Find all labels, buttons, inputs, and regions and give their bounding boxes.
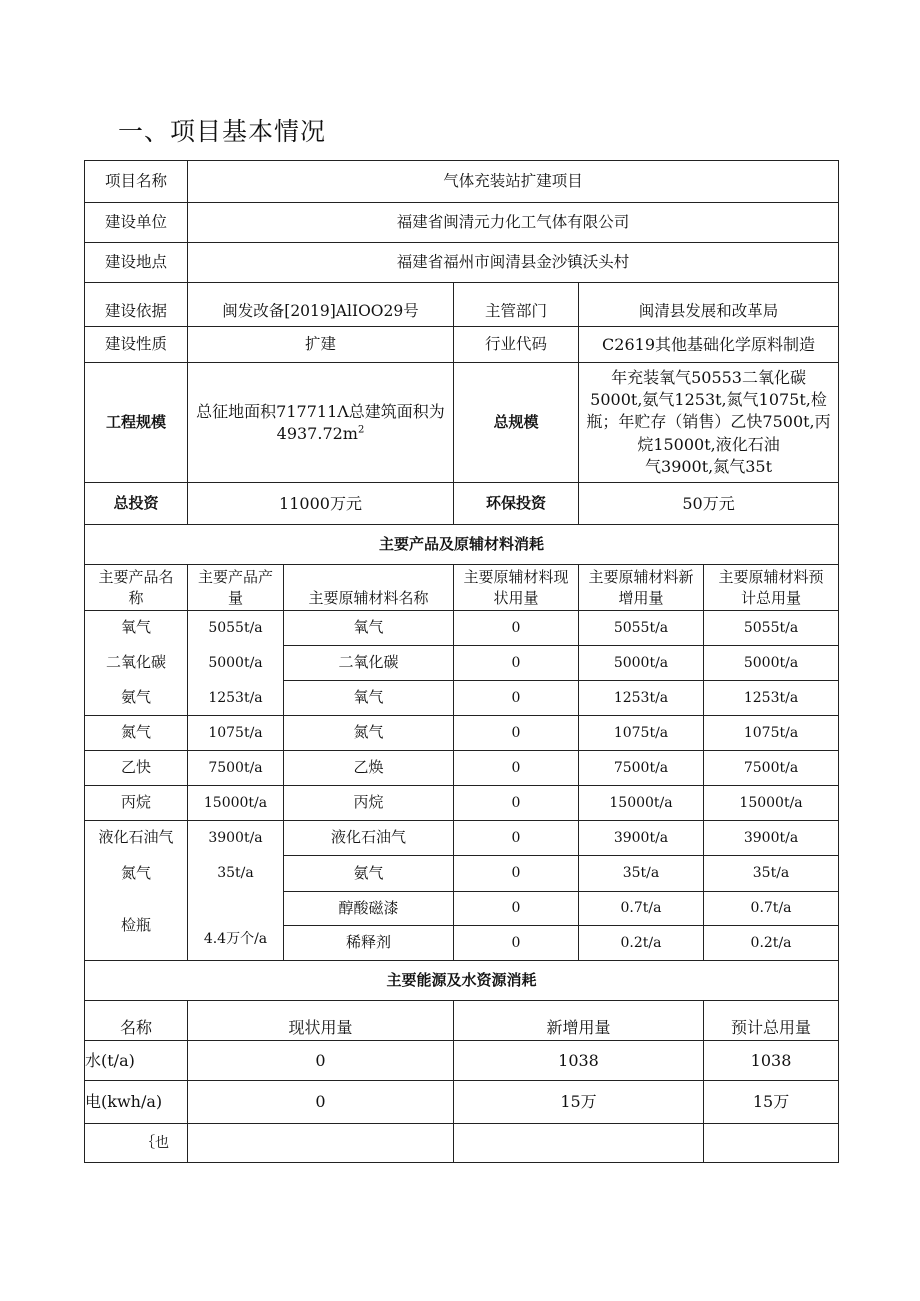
total-scale-label: 总规模	[454, 363, 579, 483]
total-scale-line: 5000t,氨气1253t,氮气1075t,检	[590, 390, 827, 410]
unit-value: 福建省闽清元力化工气体有限公司	[188, 203, 839, 243]
product-output: 1075t∕a	[188, 716, 284, 751]
row-nature	[85, 327, 839, 363]
energy-added	[454, 1124, 704, 1163]
material-total: 3900t∕a	[704, 821, 839, 856]
energy-total: 1038	[704, 1041, 839, 1081]
product-name: 氨气	[85, 681, 188, 716]
row-energy-header	[85, 1001, 839, 1041]
header-material-total: 主要原辅材料预 计总用量	[704, 565, 839, 611]
row-scale	[85, 363, 839, 483]
header-material-name: 主要原辅材料名称	[284, 565, 454, 611]
total-scale-value	[579, 363, 839, 483]
table-row	[85, 716, 839, 751]
material-name: 稀释剂	[284, 926, 454, 961]
material-current: 0	[454, 821, 579, 856]
project-name-label: 项目名称	[85, 161, 188, 203]
product-name: 乙快	[85, 751, 188, 786]
table-row	[85, 681, 839, 716]
product-name: 二氧化碳	[85, 646, 188, 681]
table-row	[85, 821, 839, 856]
material-total: 35t∕a	[704, 856, 839, 892]
material-current: 0	[454, 681, 579, 716]
header-product-output: 主要产品产 量	[188, 565, 284, 611]
material-total: 5000t∕a	[704, 646, 839, 681]
row-energy-title	[85, 961, 839, 1001]
row-construction-unit	[85, 203, 839, 243]
material-name: 丙烷	[284, 786, 454, 821]
material-name: 氨气	[284, 856, 454, 892]
row-basis	[85, 283, 839, 327]
page-title: 一、项目基本情况	[118, 117, 327, 146]
project-name-value: 气体充装站扩建项目	[188, 161, 839, 203]
material-name: 乙焕	[284, 751, 454, 786]
header-material-current: 主要原辅材料现 状用量	[454, 565, 579, 611]
nature-value: 扩建	[188, 327, 454, 363]
material-added: 15000t∕a	[579, 786, 704, 821]
material-added: 1075t∕a	[579, 716, 704, 751]
material-name: 氧气	[284, 611, 454, 646]
dept-label: 主管部门	[454, 283, 579, 327]
product-name: 液化石油气	[85, 821, 188, 856]
row-project-name	[85, 161, 839, 203]
scale-area: 4937.72m	[276, 423, 358, 443]
energy-header-current: 现状用量	[188, 1001, 454, 1041]
table-row	[85, 1124, 839, 1163]
material-added: 0.2t∕a	[579, 926, 704, 961]
material-current: 0	[454, 856, 579, 892]
product-output: 35t∕a	[188, 856, 284, 892]
material-name: 液化石油气	[284, 821, 454, 856]
material-current: 0	[454, 611, 579, 646]
basis-label: 建设依据	[85, 283, 188, 327]
energy-total: 15万	[704, 1081, 839, 1124]
product-name: 氮气	[85, 716, 188, 751]
product-output: 5000t∕a	[188, 646, 284, 681]
product-output: 7500t∕a	[188, 751, 284, 786]
header-material-added: 主要原辅材料新 增用量	[579, 565, 704, 611]
product-output: 5055t∕a	[188, 611, 284, 646]
table-row	[85, 611, 839, 646]
table-row	[85, 786, 839, 821]
total-scale-line: 瓶；年贮存（销售）乙快7500t,丙	[586, 412, 831, 432]
product-name: 丙烷	[85, 786, 188, 821]
scale-area-sup: 2	[357, 424, 365, 436]
unit-label: 建设单位	[85, 203, 188, 243]
energy-added: 1038	[454, 1041, 704, 1081]
material-total: 5055t∕a	[704, 611, 839, 646]
material-current: 0	[454, 646, 579, 681]
scale-label: 工程规模	[85, 363, 188, 483]
material-total: 0.2t∕a	[704, 926, 839, 961]
product-output: 1253t∕a	[188, 681, 284, 716]
env-invest-value: 50万元	[579, 483, 839, 525]
project-info-table	[84, 160, 839, 1163]
material-added: 35t∕a	[579, 856, 704, 892]
scale-text: 总征地面积717711Λ总建筑面积为	[196, 401, 445, 421]
product-output: 15000t∕a	[188, 786, 284, 821]
material-total: 7500t∕a	[704, 751, 839, 786]
site-label: 建设地点	[85, 243, 188, 283]
energy-section-title: 主要能源及水资源消耗	[85, 961, 839, 1001]
material-current: 0	[454, 892, 579, 926]
material-name: 二氧化碳	[284, 646, 454, 681]
basis-value: 闽发改备[2019]AlIOO29号	[188, 283, 454, 327]
energy-header-name: 名称	[85, 1001, 188, 1041]
table-row	[85, 856, 839, 892]
env-invest-label: 环保投资	[454, 483, 579, 525]
total-scale-line: 烷15000t,液化石油	[637, 434, 780, 454]
row-materials-title	[85, 525, 839, 565]
material-total: 1253t∕a	[704, 681, 839, 716]
table-row	[85, 1081, 839, 1124]
row-materials-header	[85, 565, 839, 611]
material-added: 5055t∕a	[579, 611, 704, 646]
material-current: 0	[454, 751, 579, 786]
invest-value: 11000万元	[188, 483, 454, 525]
material-added: 7500t∕a	[579, 751, 704, 786]
material-total: 15000t∕a	[704, 786, 839, 821]
table-row	[85, 646, 839, 681]
material-added: 1253t∕a	[579, 681, 704, 716]
energy-added: 15万	[454, 1081, 704, 1124]
material-added: 5000t∕a	[579, 646, 704, 681]
material-current: 0	[454, 716, 579, 751]
energy-current: 0	[188, 1081, 454, 1124]
material-added: 3900t∕a	[579, 821, 704, 856]
total-scale-line: 年充装氧气50553二氧化碳	[611, 368, 806, 388]
project-info-table-wrapper	[84, 160, 838, 1163]
material-name: 醇酸磁漆	[284, 892, 454, 926]
product-name: 检瓶	[85, 892, 188, 961]
energy-current: 0	[188, 1041, 454, 1081]
energy-current	[188, 1124, 454, 1163]
table-row	[85, 751, 839, 786]
header-product-name: 主要产品名 称	[85, 565, 188, 611]
material-name: 氮气	[284, 716, 454, 751]
row-investment	[85, 483, 839, 525]
nature-label: 建设性质	[85, 327, 188, 363]
material-total: 1075t∕a	[704, 716, 839, 751]
total-scale-line: 气3900t,氮气35t	[645, 456, 773, 476]
energy-name: 电(kwh∕a)	[85, 1081, 188, 1124]
invest-label: 总投资	[85, 483, 188, 525]
energy-header-added: 新增用量	[454, 1001, 704, 1041]
energy-name: ｛也	[85, 1124, 188, 1163]
material-name: 氧气	[284, 681, 454, 716]
scale-value	[188, 363, 454, 483]
product-name: 氧气	[85, 611, 188, 646]
product-output: 3900t∕a	[188, 821, 284, 856]
industry-label: 行业代码	[454, 327, 579, 363]
table-row	[85, 892, 839, 926]
energy-header-total: 预计总用量	[704, 1001, 839, 1041]
material-total: 0.7t∕a	[704, 892, 839, 926]
product-name: 氮气	[85, 856, 188, 892]
dept-value: 闽清县发展和改革局	[579, 283, 839, 327]
materials-section-title: 主要产品及原辅材料消耗	[85, 525, 839, 565]
site-value: 福建省福州市闽清县金沙镇沃头村	[188, 243, 839, 283]
material-added: 0.7t∕a	[579, 892, 704, 926]
energy-name: 水(t∕a)	[85, 1041, 188, 1081]
material-current: 0	[454, 926, 579, 961]
row-construction-site	[85, 243, 839, 283]
product-output: 4.4万个/a	[188, 892, 284, 961]
table-row	[85, 1041, 839, 1081]
industry-value: C2619其他基础化学原料制造	[579, 327, 839, 363]
material-current: 0	[454, 786, 579, 821]
energy-total	[704, 1124, 839, 1163]
